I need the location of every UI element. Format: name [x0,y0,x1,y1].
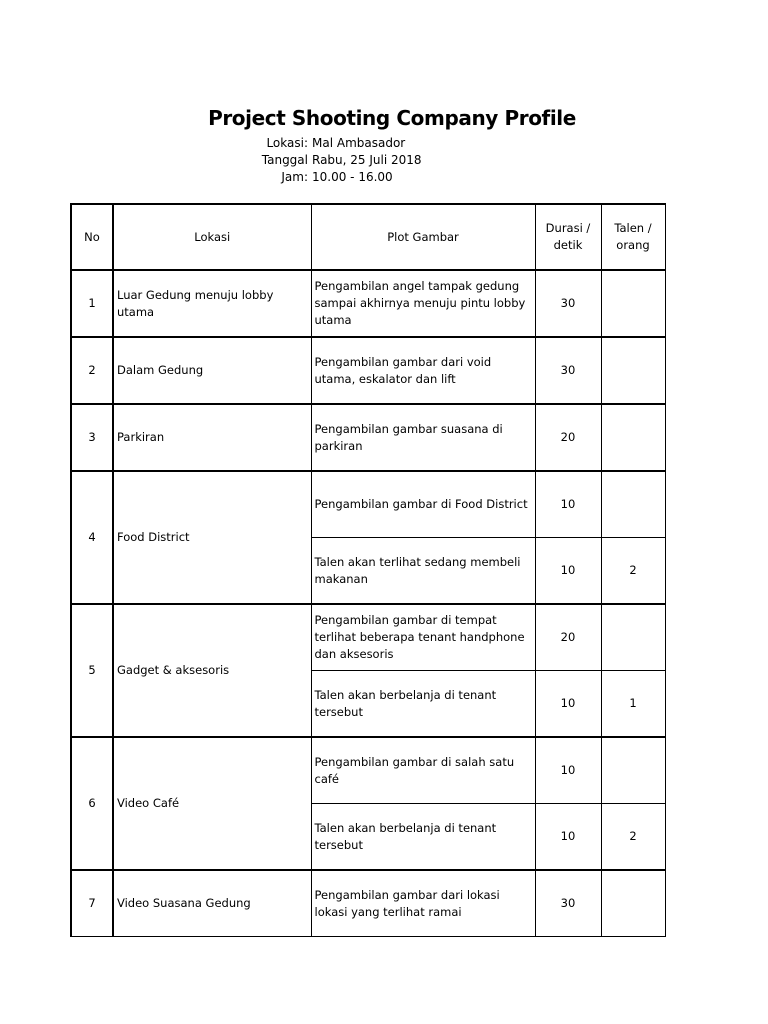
cell-lokasi: Dalam Gedung [113,337,311,404]
meta-lokasi-label: Lokasi: [266,136,308,150]
cell-talen: 2 [601,538,665,605]
cell-lokasi: Video Café [113,737,311,870]
cell-no: 5 [71,604,113,737]
cell-durasi: 20 [535,604,601,671]
cell-no: 3 [71,404,113,471]
cell-plot-gambar: Pengambilan gambar suasana di parkiran [311,404,535,471]
meta-jam-value: 10.00 - 16.00 [312,170,393,184]
cell-durasi: 20 [535,404,601,471]
cell-plot-gambar: Pengambilan gambar di Food District [311,471,535,538]
table-row [71,270,665,337]
cell-plot-gambar: Pengambilan gambar dari lokasi lokasi yang terlihat ramai [311,870,535,937]
cell-plot-gambar: Pengambilan gambar dari void utama, eskalator dan lift [311,337,535,404]
meta-jam-label: Jam: [281,170,308,184]
header-talen: Talen / orang [601,204,665,270]
cell-talen [601,471,665,538]
document-title: Project Shooting Company Profile [208,106,576,130]
cell-talen [601,870,665,937]
cell-lokasi: Gadget & aksesoris [113,604,311,737]
meta-jam-value-row [308,169,508,186]
cell-no: 7 [71,870,113,937]
cell-durasi: 30 [535,337,601,404]
cell-plot-gambar: Talen akan berbelanja di tenant tersebut [311,671,535,738]
table-row [71,337,665,404]
cell-no: 2 [71,337,113,404]
cell-plot-gambar: Pengambilan angel tampak gedung sampai akhirnya menuju pintu lobby utama [311,270,535,337]
meta-tanggal-value: Rabu, 25 Juli 2018 [312,153,422,167]
cell-lokasi: Parkiran [113,404,311,471]
table-header-row [71,204,665,270]
shooting-schedule-table [70,203,666,937]
cell-durasi: 30 [535,270,601,337]
cell-durasi: 10 [535,737,601,804]
table-row [71,737,665,804]
cell-plot-gambar: Talen akan berbelanja di tenant tersebut [311,804,535,871]
cell-durasi: 10 [535,471,601,538]
cell-talen [601,737,665,804]
cell-lokasi: Video Suasana Gedung [113,870,311,937]
table-row [71,471,665,538]
cell-durasi: 30 [535,870,601,937]
table-row [71,870,665,937]
table-row [71,604,665,671]
cell-plot-gambar: Talen akan terlihat sedang membeli makanan [311,538,535,605]
meta-tanggal-row [0,152,308,169]
cell-lokasi: Luar Gedung menuju lobby utama [113,270,311,337]
meta-lokasi-value: Mal Ambasador [312,136,406,150]
meta-tanggal-value-row [308,152,508,169]
header-lokasi: Lokasi [113,204,311,270]
cell-talen [601,404,665,471]
header-no: No [71,204,113,270]
meta-lokasi-value-row [308,135,508,152]
header-durasi: Durasi / detik [535,204,601,270]
cell-talen: 2 [601,804,665,871]
meta-lokasi-row [0,135,308,152]
cell-durasi: 10 [535,671,601,738]
cell-durasi: 10 [535,538,601,605]
cell-talen: 1 [601,671,665,738]
cell-lokasi: Food District [113,471,311,604]
cell-durasi: 10 [535,804,601,871]
meta-jam-row [0,169,308,186]
header-plot-gambar: Plot Gambar [311,204,535,270]
cell-no: 6 [71,737,113,870]
cell-no: 4 [71,471,113,604]
cell-plot-gambar: Pengambilan gambar di salah satu café [311,737,535,804]
cell-talen [601,604,665,671]
cell-talen [601,337,665,404]
cell-plot-gambar: Pengambilan gambar di tempat terlihat beberapa tenant handphone dan aksesoris [311,604,535,671]
cell-no: 1 [71,270,113,337]
meta-tanggal-label: Tanggal [261,153,308,167]
cell-talen [601,270,665,337]
table-row [71,404,665,471]
